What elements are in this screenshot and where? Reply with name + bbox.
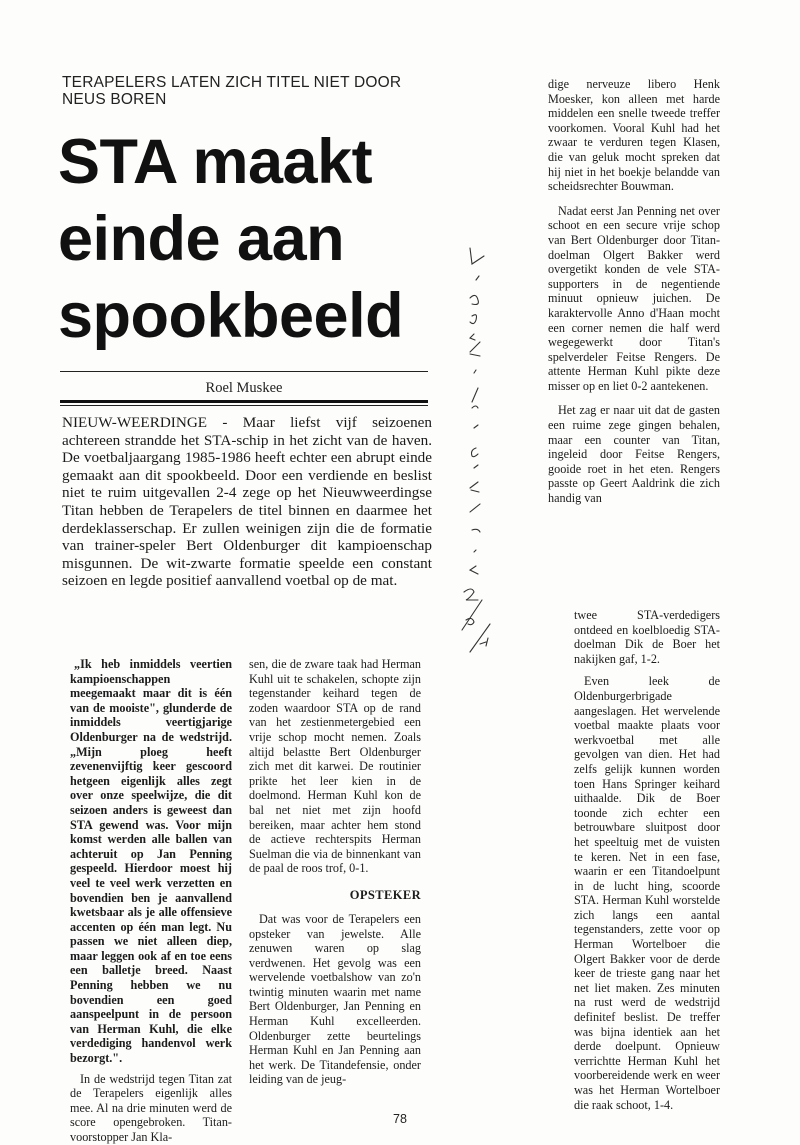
intro-paragraph: NIEUW-WEERDINGE - Maar liefst vijf seizoenen achtereen strandde het STA-schip in het zicht van de haven. De voetbaljaargang 1985-1986 heeft echter een abrupt einde gemaakt aan dit spookbeeld. Door een verdiende en beslist niet te ruim uitgevallen 2-4 zege op het Nieuwweerdingse Titan hebben de Terapelers de titel binnen en daarmee het derdeklasserschap. Er zullen weinigen zijn die de formatie van trainer-speler Bert Oldenburger dit kampioenschap misgunnen. De wit-zwarte formatie speelde een constant seizoen en legde positief aanvallend voetbal op de mat.: [62, 414, 432, 590]
byline-rule: [60, 400, 428, 403]
paragraph: Even leek de Oldenburgerbrigade aangeslagen. Het wervelende voetbal maakte plaats voor werkvoetbal met alle gevolgen van dien. Het had zelfs gelijk kunnen worden toen Hans Springer keihard uithaalde. Dik de Boer toonde zich echter een betrouwbare sluitpost door het speeltuig met de vuisten te keren. Net in een fase, waarin er een Titandoelpunt in de lucht hing, scoorde STA. Herman Kuhl worstelde zich langs een aantal tegenstanders, zette voor op Herman Wortelboer die Olgert Bakker voor de derde keer de trieste gang naar het net liet maken. Zes minuten na rust werd de wedstrijd definitef beslist. De treffer was bijna identiek aan het derde doelpunt. Opnieuw verrichtte Herman Kuhl het voorbereidende werk en weer was het Herman Wortelboer die raak schoot, 1-4.: [574, 674, 720, 1112]
byline-rule-2: [60, 405, 428, 406]
quote-paragraph: „Ik heb inmiddels veertien kampioenschappen meegemaakt maar dit is één van de mooiste", glunderde de inmiddels veertigjarige Oldenburger na de wedstrijd. „Mijn ploeg heeft zevenenvijftig keer gescoord hetgeen eigenlijk alles zegt over onze speelwijze, die dit seizoen anders is geweest dan STA gewend was. Voor mijn komst werden alle ballen van achteruit op Jan Penning gespeeld. Hierdoor moest hij veel te veel werk verzetten en bovendien ben je aanvallend kwetsbaar als je alle offensieve accenten op één man legt. Nu passen we niet alleen diep, maar leggen ook af en toe eens een balletje breed. Naast Penning hebben we nu bovendien een goed aanspeelpunt in de persoon van Herman Kuhl, die elke verdediging handenvol werk bezorgt.".: [70, 657, 232, 1066]
right-column-top: [548, 77, 720, 506]
middle-column-bottom: [249, 657, 421, 1087]
headline-line-1: STA maakt: [58, 127, 373, 197]
left-column-bottom: [70, 657, 232, 1145]
kicker: TERAPELERS LATEN ZICH TITEL NIET DOOR NEUS BOREN: [62, 74, 402, 108]
paragraph: twee STA-verdedigers ontdeed en koelbloedig STA-doelman Dik de Boer het nakijken gaf, 1-2.: [574, 608, 720, 666]
paragraph: Dat was voor de Terapelers een opsteker van jewelste. Alle zenuwen waren op slag verdwenen. Het gevolg was een wervelende voetbalshow van zo'n twintig minuten waarin met name Bert Oldenburger, Jan Penning en Herman Kuhl excelleerden. Oldenburger zette beurtelings Herman Kuhl en Jan Penning aan het werk. De Titandefensie, onder leiding van de jeug-: [249, 911, 421, 1087]
handwritten-margin-notes: [456, 240, 496, 660]
paragraph: dige nerveuze libero Henk Moesker, kon alleen met harde middelen een snelle tweede treffer voorkomen. Vooral Kuhl had het zwaar te verduren tegen Klasen, die van geluk mocht spreken dat hij niet in het boekje belandde van scheidsrechter Bouwman.: [548, 77, 720, 194]
headline-line-2: einde aan: [58, 204, 345, 274]
paragraph: sen, die de zware taak had Herman Kuhl uit te schakelen, schopte zijn tegenstander keihard tegen de zoden waardoor STA op de rand van het zestienmetergebied een vrije schop mocht nemen. Zoals altijd belastte Bert Oldenburger zich met dit karwei. De routinier prikte het leer kien in de doelmond. Herman Kuhl kon de bal net niet met zijn hoofd bereiken, maar achter hem stond de actieve rechterspits Herman Suelman die via de binnenkant van de paal de roos trof, 0-1.: [249, 657, 421, 876]
paragraph: Het zag er naar uit dat de gasten een ruime zege gingen behalen, maar een counter van Titan, ingeleid door Feitse Rengers, gooide roet in het eten. Rengers passte op Geert Aaldrink die zich handig van: [548, 403, 720, 506]
paragraph: In de wedstrijd tegen Titan zat de Terapelers eigenlijk alles mee. Al na drie minuten werd de score opengebroken. Titan-voorstopper Jan Kla-: [70, 1071, 232, 1144]
subheading-opsteker: OPSTEKER: [349, 887, 421, 902]
right-column-bottom: [574, 608, 720, 1112]
top-rule: [60, 371, 428, 372]
byline: Roel Muskee: [205, 380, 283, 396]
headline-line-3: spookbeeld: [58, 281, 404, 351]
paragraph: Nadat eerst Jan Penning net over schoot en een secure vrije schop van Bert Oldenburger door Titan-doelman Olgert Bakker werd overgetikt konden de vele STA-supporters in de negentiende minuut opnieuw juichen. De karaktervolle Anno d'Haan mocht een corner nemen die half werd wegegewerkt door Titan's spelverdeler Feitse Rengers. De attente Herman Kuhl pikte deze misser op en liet 0-2 aantekenen.: [548, 203, 720, 393]
page-number: 78: [393, 1112, 407, 1126]
headline: [58, 124, 458, 355]
